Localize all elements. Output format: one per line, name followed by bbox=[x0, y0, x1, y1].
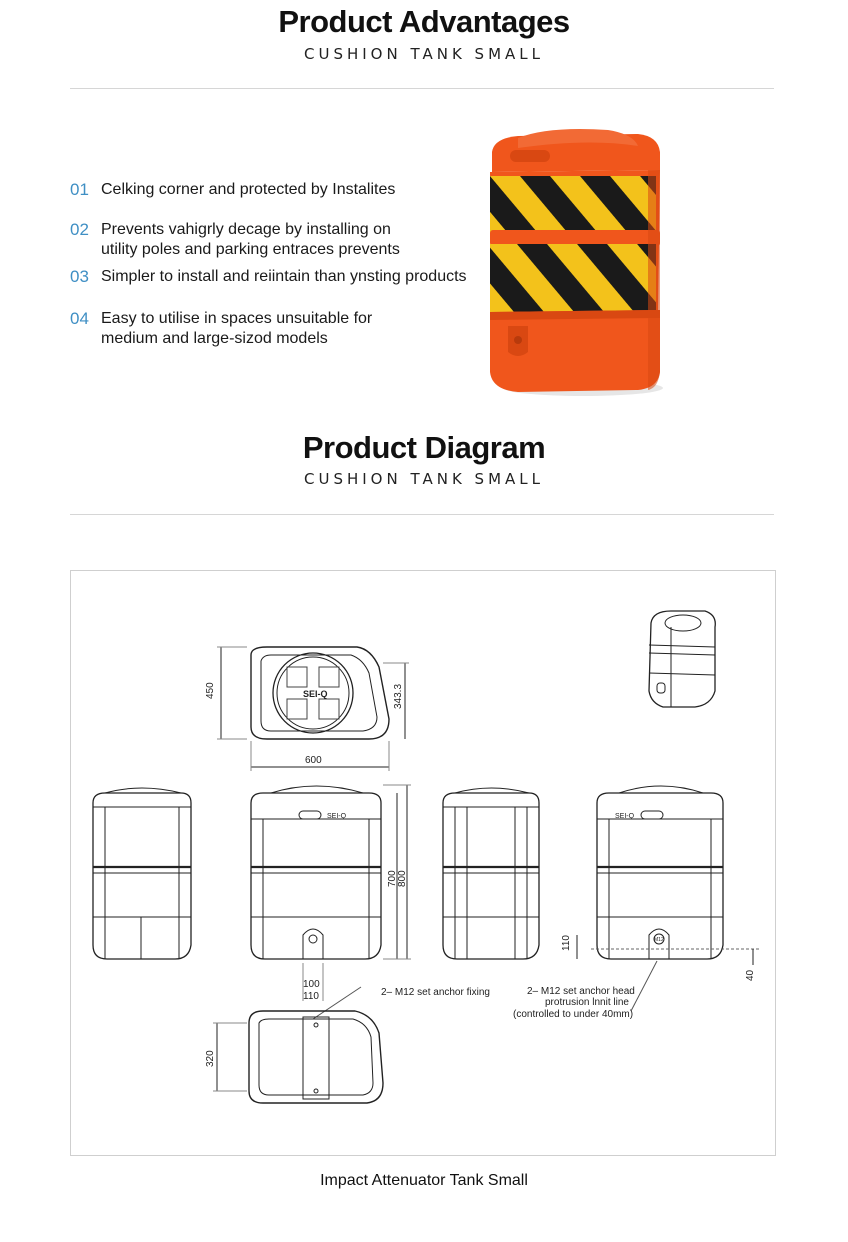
advantage-text: Prevents vahigrly decage by installing on utility poles and parking entraces prevents bbox=[101, 221, 400, 258]
advantage-number: 03 bbox=[70, 267, 89, 286]
advantage-number: 02 bbox=[70, 220, 89, 239]
dim-343: 343.3 bbox=[393, 683, 404, 709]
note-anchor-head-1: 2– M12 set anchor head bbox=[527, 986, 635, 997]
svg-text:SEI-Q: SEI-Q bbox=[327, 813, 347, 820]
advantage-text: Celking corner and protected by Instalites bbox=[101, 181, 396, 198]
advantage-item bbox=[70, 220, 470, 262]
advantage-item bbox=[70, 309, 470, 351]
advantage-text: Simpler to install and reiintain than ynsting products bbox=[101, 268, 467, 285]
bottom-view bbox=[205, 1011, 383, 1103]
advantage-number: 04 bbox=[70, 309, 89, 328]
dim-110: 110 bbox=[303, 991, 319, 1002]
iso-view bbox=[649, 611, 715, 707]
dim-600: 600 bbox=[305, 755, 322, 766]
advantages-subtitle: CUSHION TANK SMALL bbox=[304, 45, 544, 63]
diagram-title: Product Diagram bbox=[302, 430, 546, 465]
dim-110-right: 110 bbox=[561, 935, 572, 951]
product-image bbox=[478, 126, 674, 398]
dim-320: 320 bbox=[205, 1050, 216, 1067]
dim-40: 40 bbox=[745, 969, 756, 981]
dim-800: 800 bbox=[397, 870, 408, 887]
advantage-item bbox=[70, 267, 470, 289]
note-anchor-head-3: (controlled to under 40mm) bbox=[513, 1009, 634, 1020]
note-anchor-head-2: protrusion lnnit line bbox=[545, 997, 629, 1008]
svg-text:SEI-Q: SEI-Q bbox=[615, 813, 635, 820]
side-view-right bbox=[443, 788, 539, 959]
diagram-caption: Impact Attenuator Tank Small bbox=[320, 1172, 528, 1189]
diagram-subtitle: CUSHION TANK SMALL bbox=[304, 470, 544, 488]
note-anchor-fixing: 2– M12 set anchor fixing bbox=[381, 987, 490, 998]
advantages-title: Product Advantages bbox=[278, 4, 570, 39]
advantage-number: 01 bbox=[70, 180, 89, 199]
top-view bbox=[205, 647, 409, 771]
advantage-text: Easy to utilise in spaces unsuitable for medium and large-sizod models bbox=[101, 310, 373, 347]
advantage-item bbox=[70, 180, 470, 202]
side-view-left bbox=[93, 788, 191, 959]
technical-diagram bbox=[70, 570, 776, 1156]
logo-text: SEI-Q bbox=[303, 689, 328, 699]
dim-100: 100 bbox=[303, 979, 320, 990]
divider bbox=[70, 514, 774, 515]
divider bbox=[70, 88, 774, 89]
m12-badge: M12 bbox=[654, 937, 664, 943]
rear-view bbox=[561, 786, 761, 981]
dim-700: 700 bbox=[387, 870, 398, 887]
front-view bbox=[251, 785, 411, 1002]
dim-450: 450 bbox=[205, 682, 216, 699]
